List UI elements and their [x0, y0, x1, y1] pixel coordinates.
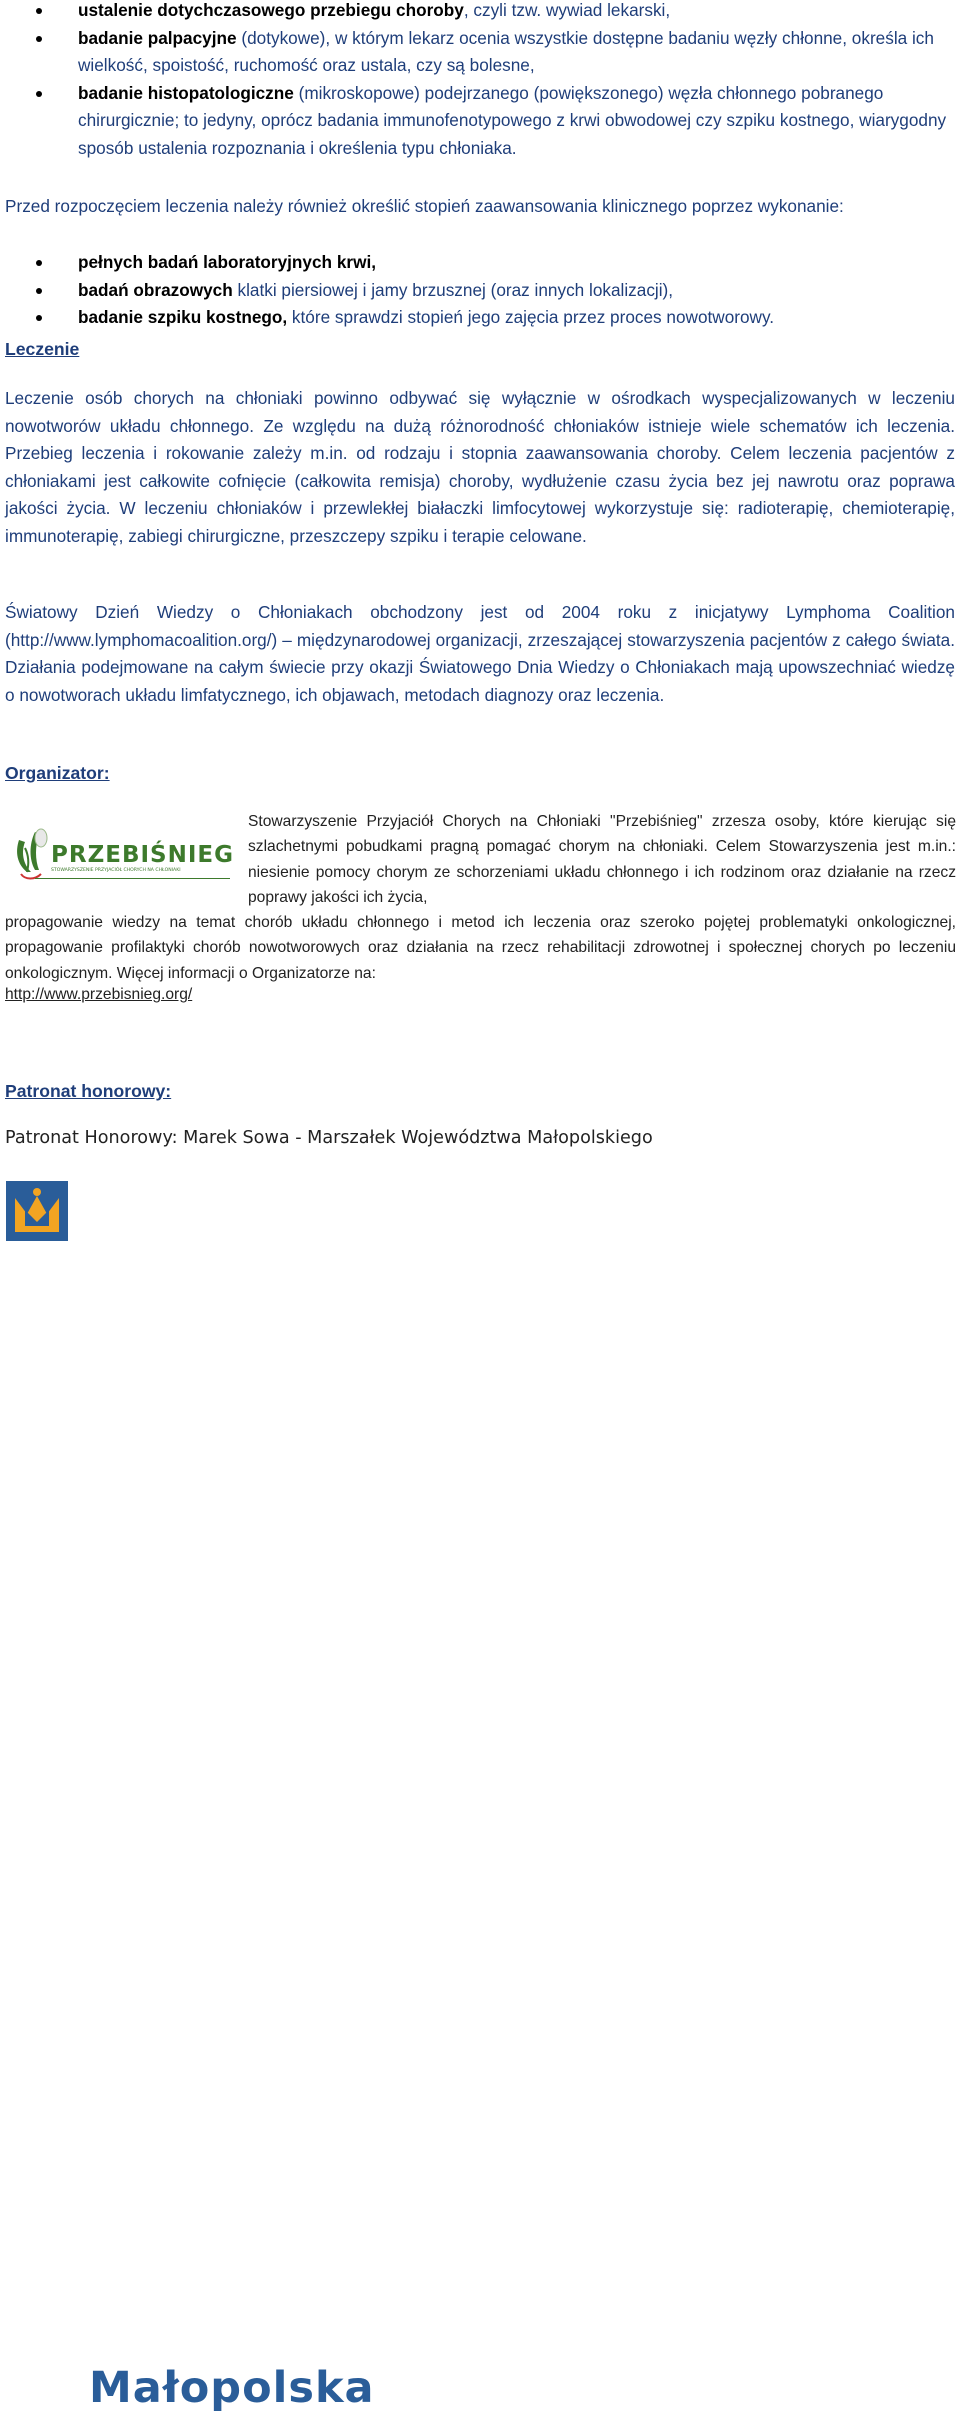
staging-intro: Przed rozpoczęciem leczenia należy również określić stopień zaawansowania klinicznego poprzez wykonanie:	[5, 196, 844, 216]
organizer-link[interactable]: http://www.przebisnieg.org/	[5, 986, 193, 1003]
list-item: pełnych badań laboratoryjnych krwi,	[0, 249, 960, 277]
staging-bullet-list	[0, 249, 960, 332]
heading-patron: Patronat honorowy:	[5, 1081, 172, 1101]
malopolska-emblem-icon	[5, 1180, 75, 1242]
logo-subtext: STOWARZYSZENIE PRZYJACIÓŁ CHORYCH NA CHŁONIAKI	[51, 868, 181, 873]
logo-wordmark: PRZEBIŚNIEG	[51, 842, 235, 868]
list-item: badanie szpiku kostnego, które sprawdzi stopień jego zajęcia przez proces nowotworowy.	[0, 304, 960, 332]
organizer-description-continued: propagowanie wiedzy na temat chorób układu chłonnego i metod ich leczenia oraz szeroko pojętej problematyki onkologicznej, propagowanie profilaktyki chorób nowotworowych oraz działania na rzecz rehabilitacji zdrowotnej i społecznej chorych po leczeniu onkologicznym. Więcej informacji o Organizatorze na:	[5, 914, 956, 982]
diagnosis-bullet-list	[0, 0, 960, 163]
list-item: ustalenie dotychczasowego przebiegu choroby, czyli tzw. wywiad lekarski,	[0, 0, 960, 25]
malopolska-logo	[5, 1180, 445, 2413]
bullet-icon	[36, 8, 42, 14]
treatment-paragraph: Leczenie osób chorych na chłoniaki powinno odbywać się wyłącznie w ośrodkach wyspecjalizowanych w leczeniu nowotworów układu chłonnego. Ze względu na dużą różnorodność chłoniaków istnieje wiele schematów ich leczenia. Przebieg leczenia i rokowanie zależy m.in. od rodzaju i stopnia zaawansowania choroby. Celem leczenia pacjentów z chłoniakami jest całkowite cofnięcie (całkowita remisja) choroby, wydłużenie czasu życia bez jej nawrotu oraz poprawa jakości życia. W leczeniu chłoniaków i przewlekłej białaczki limfocytowej wykorzystuje się: radioterapię, chemioterapię, immunoterapię, zabiegi chirurgiczne, przeszczepy szpiku i terapie celowane.	[5, 388, 955, 546]
heading-treatment: Leczenie	[5, 339, 80, 359]
bullet-icon	[36, 36, 42, 42]
malopolska-wordmark: Małopolska	[89, 2363, 375, 2413]
heading-organizer: Organizator:	[5, 763, 110, 783]
organizer-description: Stowarzyszenie Przyjaciół Chorych na Chłoniaki "Przebiśnieg" zrzesza osoby, które kierując się szlachetnymi pobudkami pragną pomagać chorym na chłoniaki. Celem Stowarzyszenia jest m.in.: niesienie pomocy chorym ze schorzeniami układu chłonnego i ich rodzinom oraz działanie na rzecz poprawy jakości ich życia,	[248, 813, 956, 907]
list-item: badań obrazowych klatki piersiowej i jamy brzusznej (oraz innych lokalizacji),	[0, 277, 960, 305]
bullet-icon	[36, 315, 42, 321]
list-item: badanie histopatologiczne (mikroskopowe) podejrzanego (powiększonego) węzła chłonnego pobranego chirurgicznie; to jedyny, oprócz badania immunofenotypowego z krwi obwodowej czy szpiku kostnego, wiarygodny sposób ustalenia rozpoznania i określenia typu chłoniaka.	[0, 80, 960, 163]
bullet-icon	[36, 260, 42, 266]
world-day-paragraph: Światowy Dzień Wiedzy o Chłoniakach obchodzony jest od 2004 roku z inicjatywy Lymphoma Coalition (http://www.lymphomacoalition.org/) – międzynarodowej organizacji, zrzeszającej stowarzyszenia pacjentów z całego świata. Działania podejmowane na całym świecie przy okazji Światowego Dnia Wiedzy o Chłoniakach mają upowszechniać wiedzę o nowotworach układu limfatycznego, ich objawach, metodach diagnozy oraz leczenia.	[5, 602, 955, 705]
bullet-icon	[36, 288, 42, 294]
patron-line: Patronat Honorowy: Marek Sowa - Marszałek Województwa Małopolskiego	[5, 1128, 653, 1148]
list-item: badanie palpacyjne (dotykowe), w którym lekarz ocenia wszystkie dostępne badaniu węzły chłonne, określa ich wielkość, spoistość, ruchomość oraz ustala, czy są bolesne,	[0, 25, 960, 80]
bullet-icon	[36, 91, 42, 97]
przebisnieg-logo	[5, 808, 235, 892]
